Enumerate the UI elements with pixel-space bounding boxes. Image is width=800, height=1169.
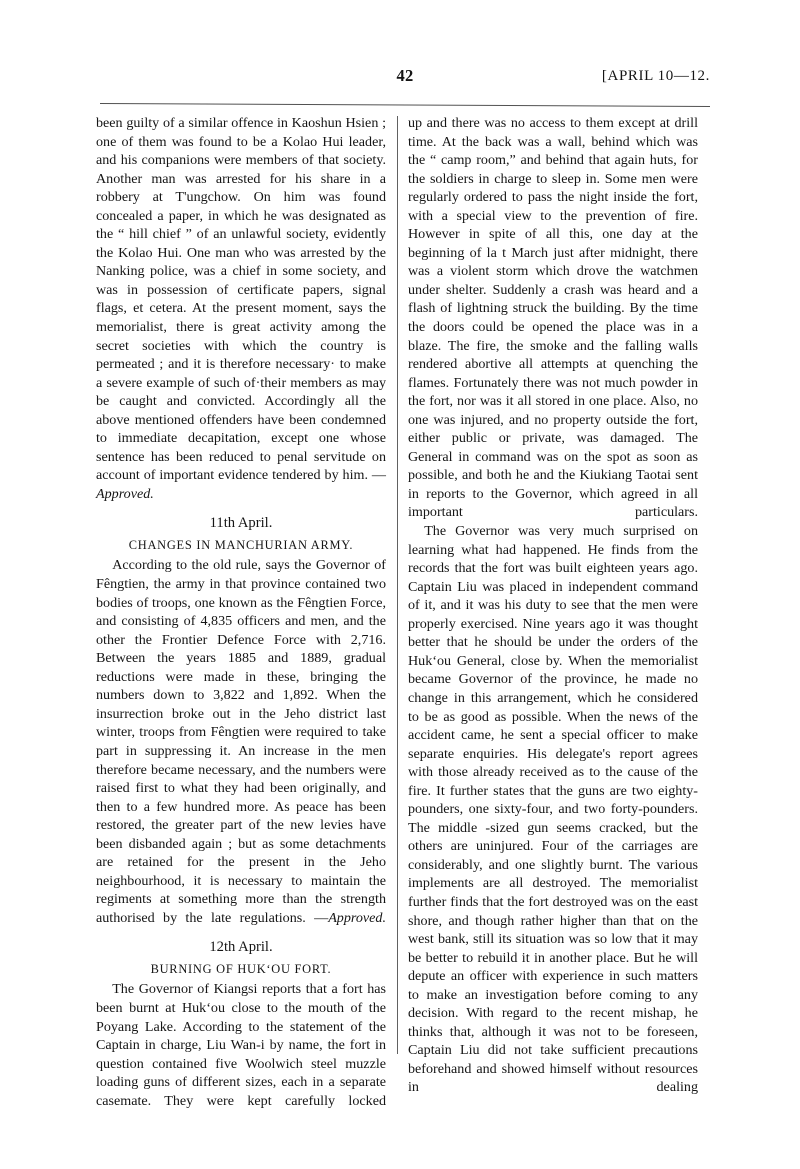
paragraph-fort-fire-account: up and there was no access to them except at drill time. At the back was a wall, behind which was the “ camp room,” and behind that again huts, for the soldiers in charge to sleep in. Some men were regularly ordered to pass the night inside the fort, with a special view to the prevention of fire. However in spite of all this, one day at the beginning of la t March just after midnight, there was a violent storm which drove the watchmen under shelter. Suddenly a crash was heard and a flash of lightning struck the building. By the time the doors could be opened the place was in a blaze. The fire, the smoke and the falling walls rendered abortive all attempts at quenching the flames. Fortunately there was not much powder in the fort, nor was it all stored in one place. Also, no one was injured, and no property outside the fort, either public or private, was damaged. The General in command was on the spot as soon as possible, and both he and the Kiukiang Taotai sent in reports to the Governor, which agreed in all important particulars. — [408, 115, 698, 521]
header-rule — [100, 103, 710, 107]
running-head-date-range — [602, 68, 710, 85]
left-column — [96, 114, 386, 1110]
body-columns — [96, 114, 712, 1109]
paragraph-text: According to the old rule, says the Governor of Fêngtien, the army in that province contained two bodies of troops, one known as the Fêngtien Force, and consisting of 4,835 officers and men, and the other the Frontier Defence Force with 2,716. Between the years 1885 and 1889, gradual reductions were made in these, bringing the numbers down to 3,822 and 1,892. When the insurrection broke out in the Jeho district last winter, troops from Fêngtien were required to take part in suppressing it. An increase in the men therefore became necessary, and the numbers were raised first to what they had been originally, and then to a few hundred more. As peace has been restored, the greater part of the new levies have been disbanded again ; but as some detachments are retained for the present in the Jeho neighbourhood, it is necessary to maintain the regiments at something more than the strength authorised by the late regulations. — — [96, 557, 386, 926]
section-heading-burning-of-hukou-fort: BURNING OF HUK‘OU FORT. — [150, 962, 332, 977]
section-heading-manchurian-army: CHANGES IN MANCHURIAN ARMY. — [128, 538, 354, 553]
approved-note: Approved. — [96, 485, 154, 502]
approved-note: Approved. — [328, 909, 386, 926]
date-heading-11-april: 11th April. — [209, 515, 273, 532]
running-head — [100, 66, 710, 92]
page-number: 42 — [396, 66, 414, 85]
paragraph-governor-surprise-and-findings: The Governor was very much surprised on learning what had happened. He finds from the records that the fort was built eighteen years ago. Captain Liu was placed in independent command of it, and it was his duty to see that the men were properly exercised. Nine years ago it was thought better that he should be under the orders of the Huk‘ou General, close by. When the memorialist became Governor of the province, he made no change in this arrangement, which he considered to be as good as possible. When the news of the accident came, he sent a special officer to make separate enquiries. His delegate's report agrees with those already received as to the cause of the fire. It further states that the guns are two eighty-pounders, one sixty-four, and two forty-pounders. The middle -sized gun seems cracked, but the others are uninjured. Four of the carriages are considerably, and one slightly burnt. The various implements are all destroyed. The memorialist further finds that the fort destroyed was on the east shore, and though rather higher than that on the west bank, still its situation was so low that it may be better to rebuild it in another place. But he will depute an officer with experience in such matters to make an investigation before coming to any decision. With regard to the recent mishap, he thinks that, although it was not to be foreseen, Captain Liu did not take sufficient precautions beforehand and showed himself without resources in dealing — [408, 523, 698, 1096]
column-divider-rule — [397, 116, 398, 1054]
running-head-date-range-text: [APRIL 10—12. — [601, 68, 710, 84]
right-column — [408, 114, 698, 1097]
paragraph-manchurian-army — [96, 556, 386, 927]
paragraph-hukou-fort-opening: The Governor of Kiangsi reports that a fort has been burnt at Huk‘ou close to the mouth of the Poyang Lake. According to the statement of the Captain in charge, Liu Wan-i by name, the fort in question contained five Woolwich steel muzzle loading guns of different sizes, each in a separate casemate. They were kept carefully locked — [96, 981, 386, 1109]
paragraph-text: been guilty of a similar offence in Kaoshun Hsien ; one of them was found to be a Kolao Hui leader, and his companions were members of that society. Another man was arrested for his share in a robbery at T'ungchow. On him was found concealed a paper, in which he was designated as the “ hill chief ” of an unlawful society, evidently the Kolao Hui. One man who was arrested by the Nanking police, was a chief in some society, and was in possession of certificate papers, signal flags, et cetera. At the present moment, says the memorialist, there is great activity among the secret societies with which the country is permeated ; and it is therefore necessary· to make a severe example of such of·their members as may be caught and convicted. Accordingly all the above mentioned offenders have been condemned to immediate decapitation, except one whose sentence has been reduced to penal servitude on account of important evidence tendered by him. — — [96, 115, 386, 484]
date-heading-12-april: 12th April. — [209, 939, 273, 956]
paragraph-kaoshun-secret-societies — [96, 114, 386, 503]
